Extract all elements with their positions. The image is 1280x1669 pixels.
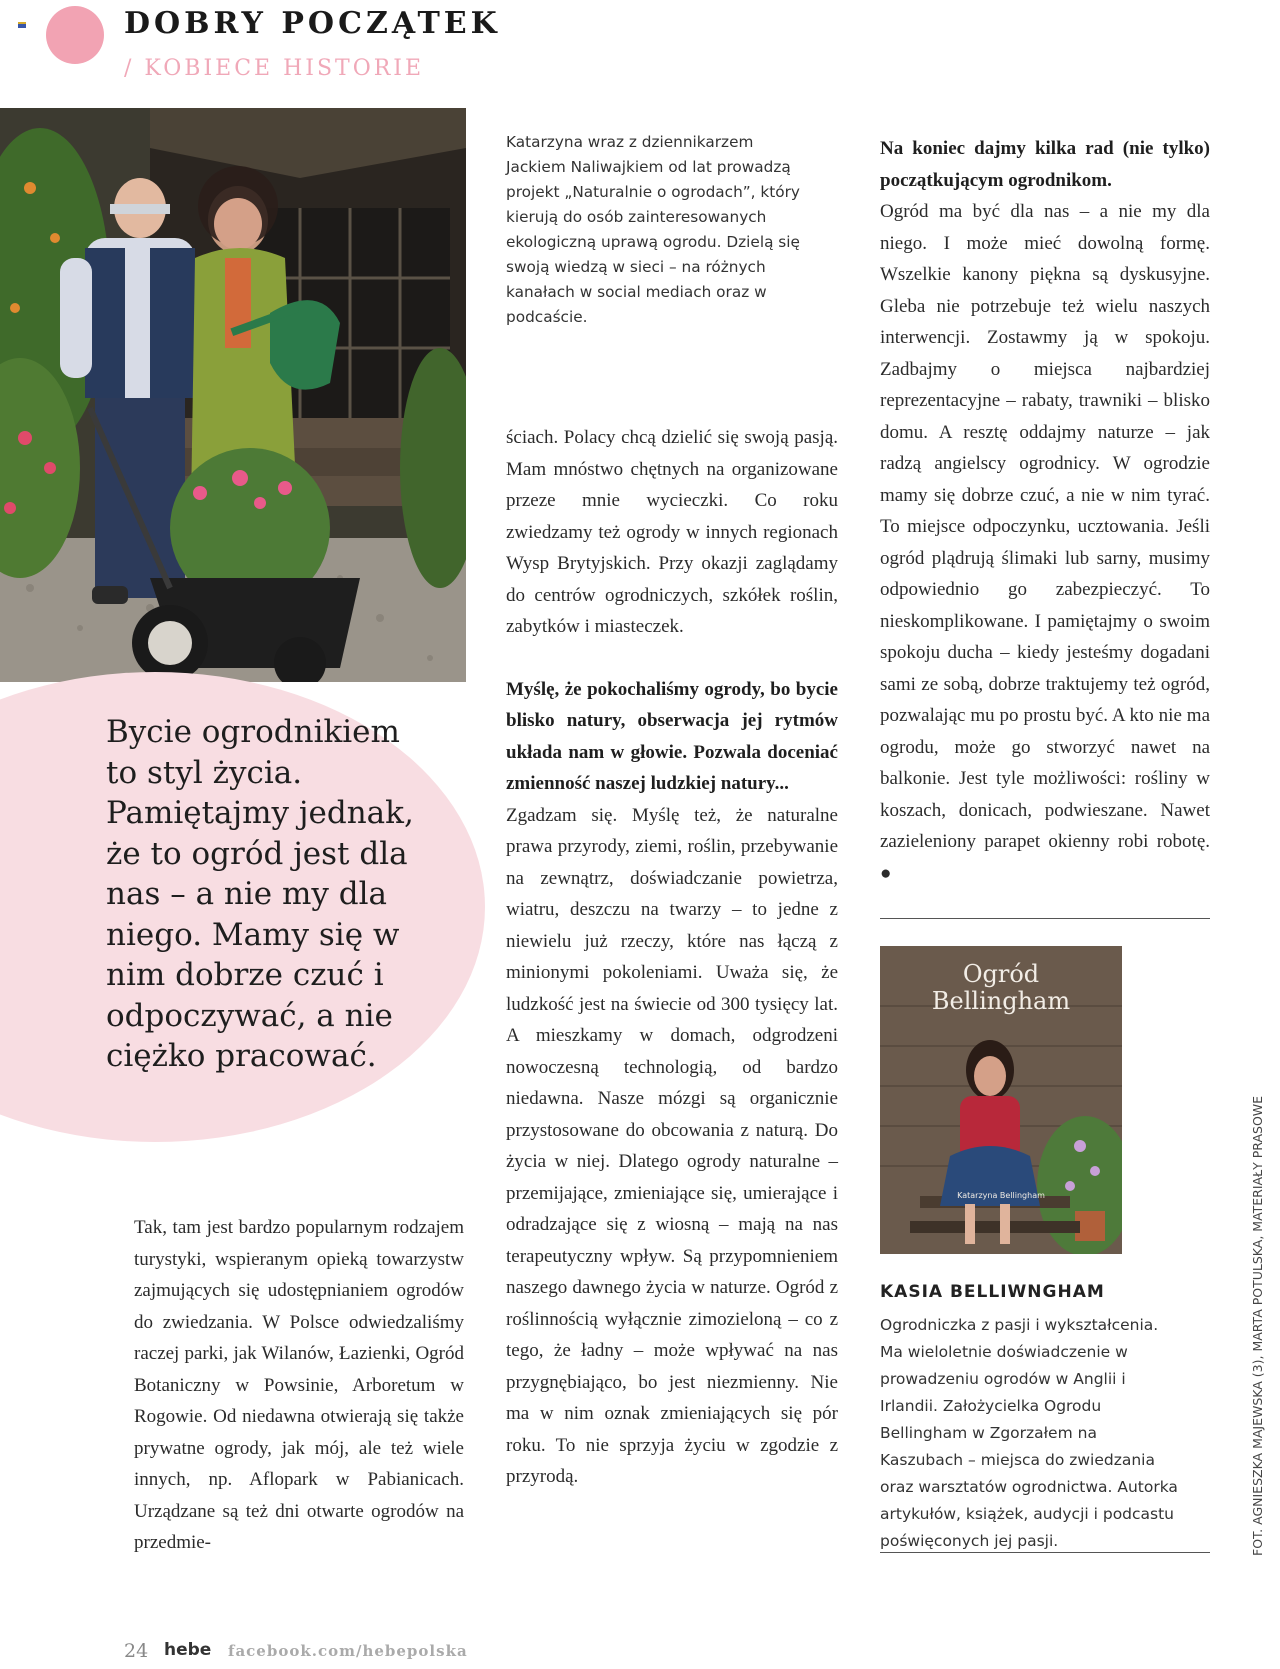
article-column-2	[506, 422, 838, 1493]
interview-question: Myślę, że pokochaliśmy ogrody, bo bycie blisko natury, obserwacja jej rytmów układa nam w głowie. Pozwala doceniać zmienność naszej ludzkiej natury...	[506, 678, 838, 794]
paragraph: Tak, tam jest bardzo popularnym rodzajem turystyki, wspieranym opieką towarzystw zajmujących się udostępnianiem ogrodów do zwiedzania. W Polsce odwiedzaliśmy raczej parki, jak Wilanów, Łazienki, Ogród Botaniczny w Powsinie, Arboretum w Rogowie. Od niedawna otwierają się także prywatne ogrody, jak mój, ale też wiele innych, np. Aflopark w Pabianicach. Urządzane są też dni otwarte ogrodów na przedmie-	[134, 1217, 464, 1553]
section-badge-circle	[46, 6, 104, 64]
book-cover	[880, 946, 1122, 1254]
page-number: 24	[124, 1640, 149, 1662]
photo-caption: Katarzyna wraz z dziennikarzem Jackiem Naliwajkiem od lat prowadzą projekt „Naturalnie o ogrodach”, który kierują do osób zainteresowanych ekologiczną uprawą ogrodu. Dzielą się swoją wiedzą w sieci – na różnych kanałach w social mediach oraz w podcaście.	[506, 133, 800, 326]
pull-quote: Bycie ogrodnikiem to styl życia. Pamiętajmy jednak, że to ogród jest dla nas – a nie my dla niego. Mamy się w nim dobrze czuć i odpoczywać, a nie ciężko pracować.	[106, 714, 414, 1074]
article-column-1	[134, 1212, 464, 1559]
book-author: Katarzyna Bellingham	[957, 1191, 1045, 1200]
book-title-line1: Ogród	[962, 960, 1040, 988]
photo-credit: FOT. AGNIESZKA MAJEWSKA (3), MARTA POTULSKA, MATERIAŁY PRASOWE	[1250, 1095, 1265, 1556]
author-name: KASIA BELLIWNGHAM	[880, 1282, 1105, 1302]
author-bio: Ogrodniczka z pasji i wykształcenia. Ma wieloletnie doświadczenie w prowadzeniu ogrodów w Anglii i Irlandii. Założycielka Ogrodu Bellingham w Zgorzałem na Kaszubach – miejsca do zwiedzania oraz warsztatów ogrodnictwa. Autorka artykułów, książek, audycji i podcastu poświęconych jej pasji.	[880, 1316, 1178, 1550]
interview-question: Na koniec dajmy kilka rad (nie tylko) początkującym ogrodnikom.	[880, 138, 1210, 191]
divider	[880, 918, 1210, 919]
paragraph: Zgadzam się. Myślę też, że naturalne prawa przyrody, ziemi, roślin, przebywanie na zewnątrz, doświadczanie powietrza, wiatru, deszczu na twarzy – to jedne z niewielu już rzeczy, które nas łączą z minionymi pokoleniami. Uważa się, że ludzkość jest na świecie od 300 tysięcy lat. A mieszkamy w domach, odgrodzeni nowoczesną technologią, od bardzo niedawna. Nasze mózgi są organicznie przystosowane do obcowania z naturą. Do życia w niej. Dlatego ogrody naturalne – przemijające, zmieniające się, umierające i odradzające się z wiosną – mają na nas terapeutyczny wpływ. Są przypomnieniem naszego dawnego życia w naturze. Ogród z roślinnością wyłącznie zimozieloną – co z tego, że ładny – może wpływać na nas przygnębiająco, bo jest niezmienny. Nie ma w nim oznak zmieniających się pór roku. To nie sprzyja życiu w zgodzie z przyrodą.	[506, 804, 838, 1487]
facebook-link[interactable]: facebook.com/hebepolska	[228, 1642, 468, 1660]
article-column-3	[880, 133, 1210, 889]
flag-icon	[18, 22, 26, 28]
book-title-line2: Bellingham	[931, 987, 1071, 1015]
paragraph: Ogród ma być dla nas – a nie my dla niego. I może mieć dowolną formę. Wszelkie kanony piękna są dyskusyjne. Gleba nie potrzebuje też wielu naszych interwencji. Zostawmy ją w spokoju. Zadbajmy o miejsca najbardziej reprezentacyjne – rabaty, trawniki – blisko domu. A resztę oddajmy naturze – jak radzą angielscy ogrodnicy. W ogrodzie mamy się dobrze czuć, a nie w nim tyrać. To miejsce odpoczynku, ucztowania. Jeśli ogród plądrują ślimaki lub sarny, musimy odpowiednio go zabezpieczyć. To nieskomplikowane. I pamiętajmy o swoim spokoju ducha – kiedy jesteśmy dogadani sami ze sobą, dobrze traktujemy też ogród, pozwalając mu po prostu być. A kto nie ma ogrodu, może go stworzyć nawet na balkonie. Jest tyle możliwości: rośliny w koszach, donicach, podwieszane. Nawet zazieleniony parapet okienny robi robotę. ●	[880, 201, 1210, 884]
garden-photo	[0, 108, 466, 682]
divider	[880, 1552, 1210, 1553]
magazine-logo: hebe	[164, 1640, 212, 1660]
paragraph: ściach. Polacy chcą dzielić się swoją pasją. Mam mnóstwo chętnych na organizowane przeze mnie wycieczki. Co roku zwiedzamy też ogrody w innych regionach Wysp Brytyjskich. Przy okazji zaglądamy do centrów ogrodniczych, szkółek roślin, zabytków i miasteczek.	[506, 427, 838, 637]
section-title: DOBRY POCZĄTEK	[124, 6, 501, 41]
section-subtitle: / KOBIECE HISTORIE	[124, 56, 425, 81]
